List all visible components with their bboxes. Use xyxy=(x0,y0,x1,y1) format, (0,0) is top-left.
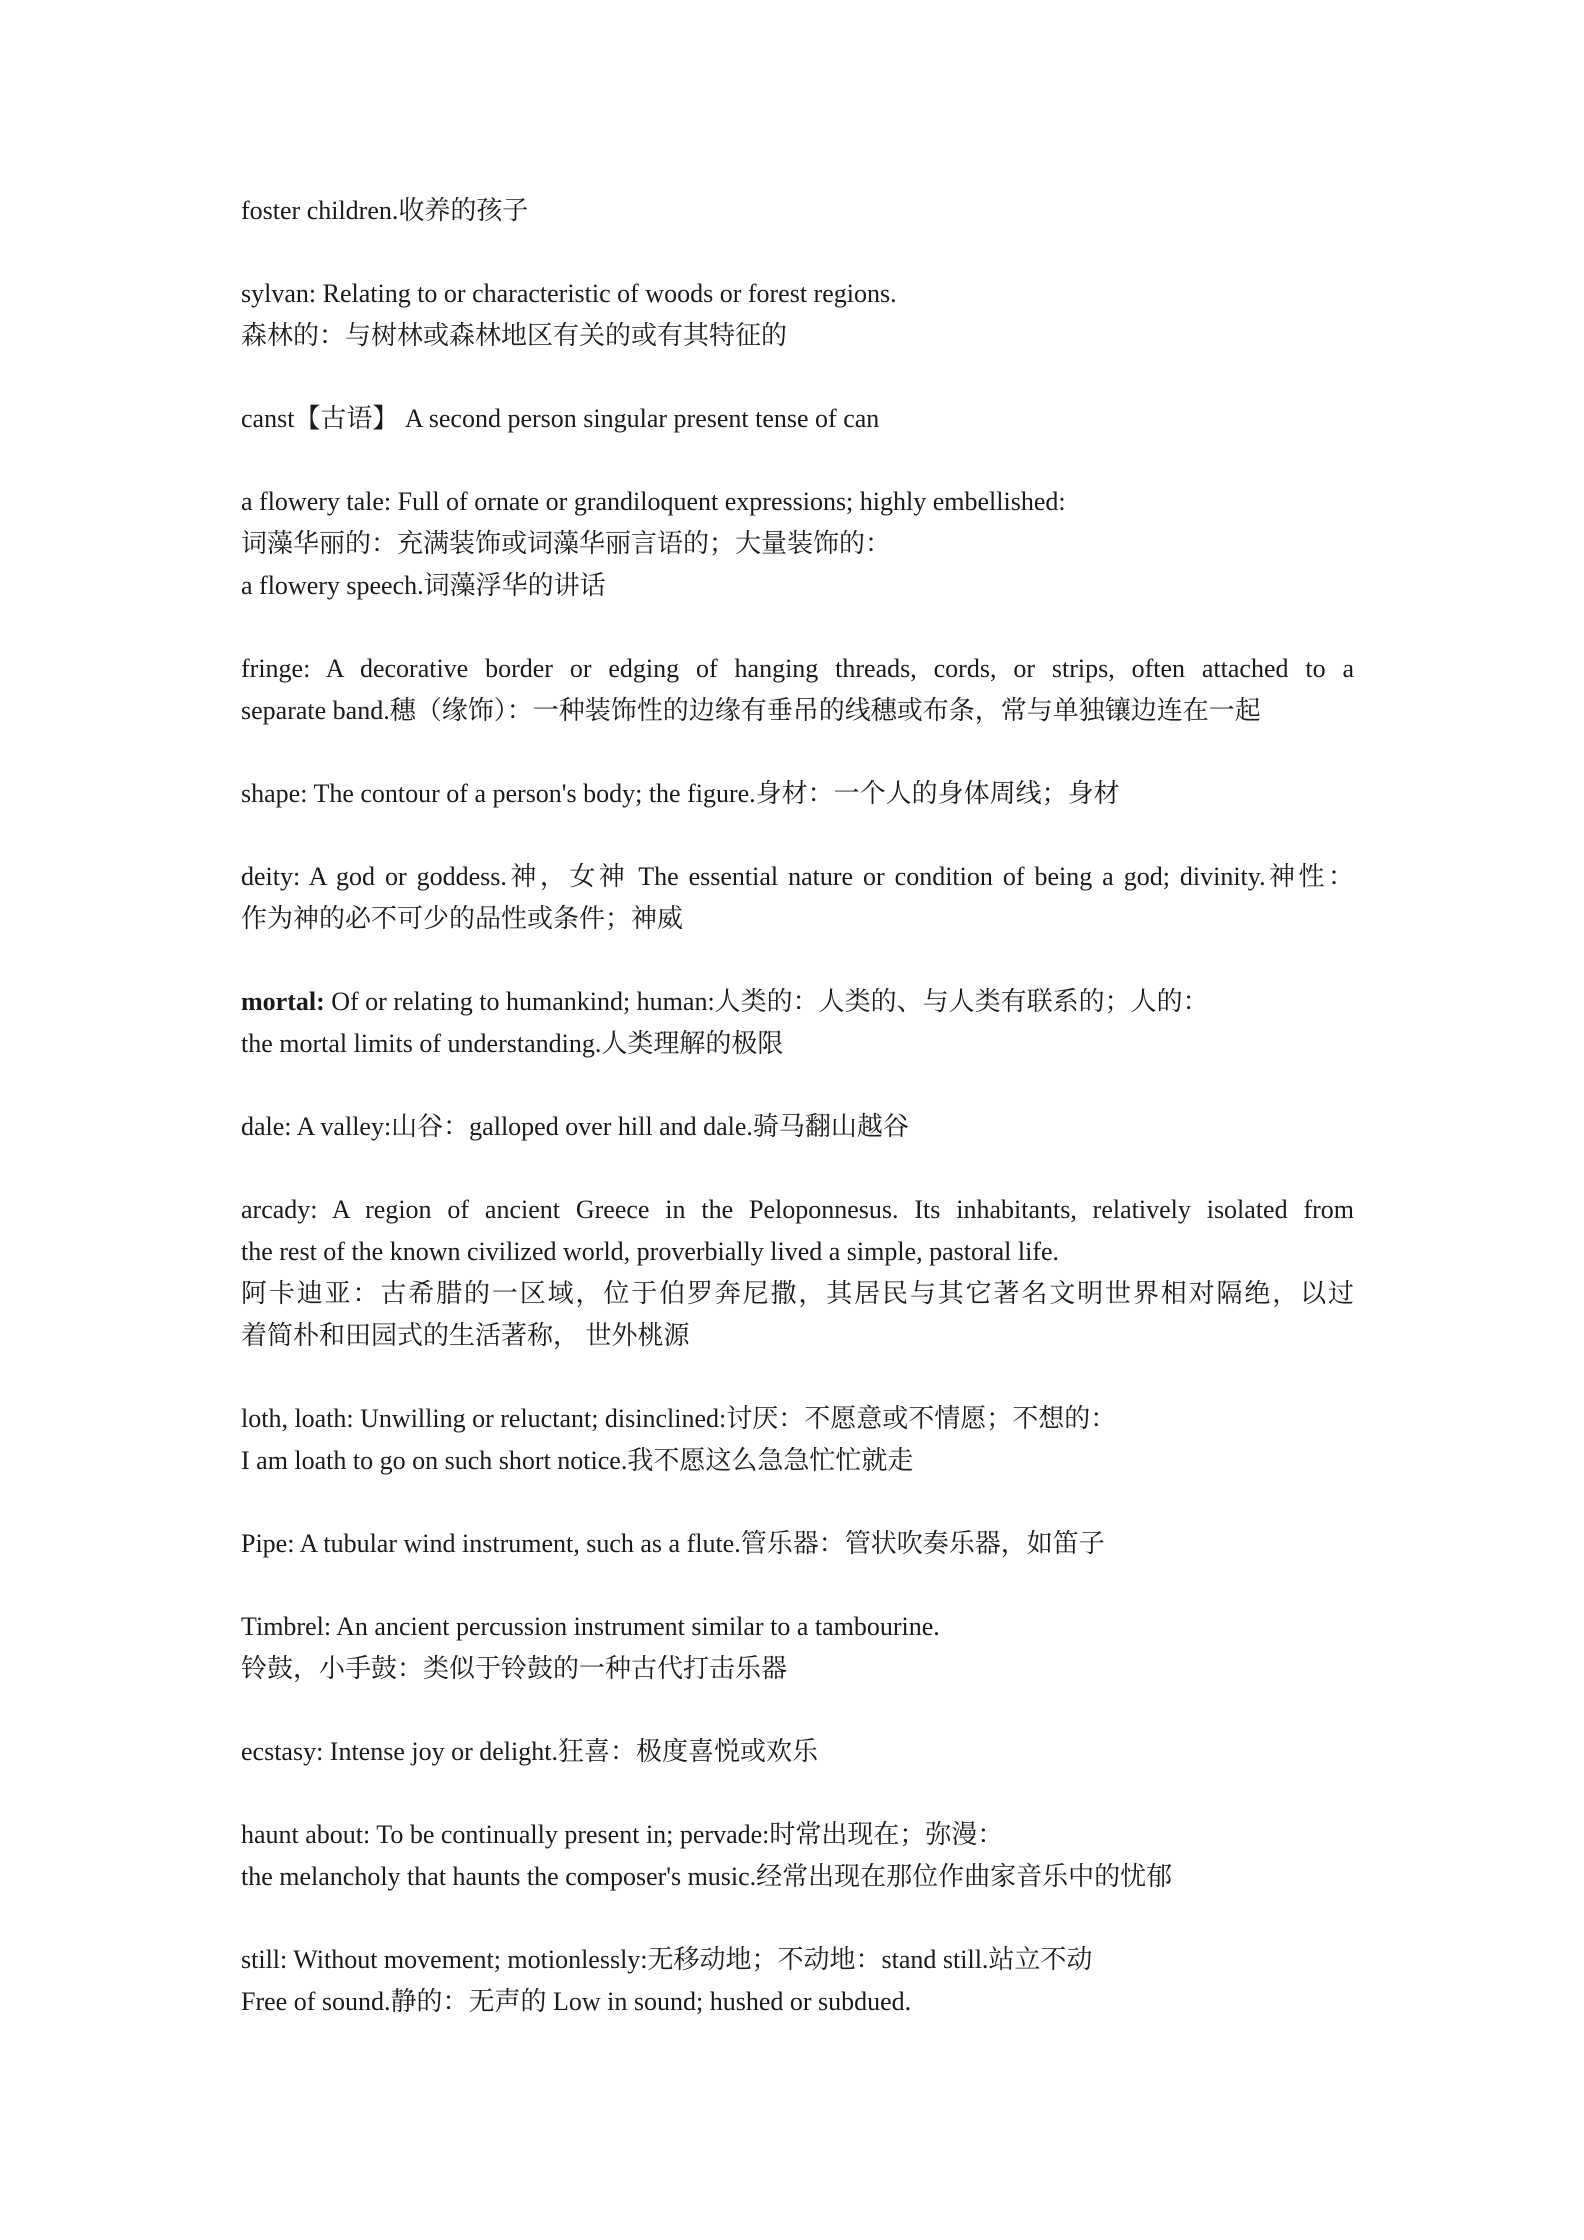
entry-line: I am loath to go on such short notice.我不愿这么急急忙忙就走 xyxy=(241,1446,914,1475)
entry-timbrel xyxy=(241,1606,1354,1690)
entry-definition: Of or relating to humankind; human:人类的：人类的、与人类有联系的；人的： xyxy=(324,987,1209,1016)
entry-line: 着简朴和田园式的生活著称， 世外桃源 xyxy=(241,1321,690,1350)
entry-line: 铃鼓，小手鼓：类似于铃鼓的一种古代打击乐器 xyxy=(241,1654,788,1683)
entry-line: fringe: A decorative border or edging of hanging threads, cords, or strips, often attached to a xyxy=(241,654,1354,683)
entry-term: mortal: xyxy=(241,987,325,1016)
glossary-body xyxy=(241,190,1354,2064)
entry-line: haunt about: To be continually present in; pervade:时常出现在；弥漫： xyxy=(241,1820,1004,1849)
entry-haunt-about xyxy=(241,1814,1354,1898)
entry-line: ecstasy: Intense joy or delight.狂喜：极度喜悦或欢乐 xyxy=(241,1737,818,1766)
entry-line: 阿卡迪亚：古希腊的一区域，位于伯罗奔尼撒，其居民与其它著名文明世界相对隔绝，以过 xyxy=(241,1279,1354,1308)
entry-foster-children xyxy=(241,190,1354,232)
entry-line: 词藻华丽的：充满装饰或词藻华丽言语的；大量装饰的： xyxy=(241,529,892,558)
entry-still xyxy=(241,1939,1354,2023)
entry-line xyxy=(241,981,1354,1023)
entry-shape xyxy=(241,773,1354,815)
entry-line: foster children.收养的孩子 xyxy=(241,196,529,225)
entry-pipe xyxy=(241,1523,1354,1565)
entry-line: the melancholy that haunts the composer's music.经常出现在那位作曲家音乐中的忧郁 xyxy=(241,1862,1173,1891)
entry-loath xyxy=(241,1398,1354,1482)
entry-line: 作为神的必不可少的品性或条件；神威 xyxy=(241,904,684,933)
entry-arcady xyxy=(241,1189,1354,1357)
entry-sylvan xyxy=(241,273,1354,357)
entry-line: Free of sound.静的：无声的 Low in sound; hushed or subdued. xyxy=(241,1987,912,2016)
entry-ecstasy xyxy=(241,1731,1354,1773)
entry-line: loth, loath: Unwilling or reluctant; disinclined:讨厌：不愿意或不情愿；不想的： xyxy=(241,1404,1117,1433)
entry-mortal xyxy=(241,981,1354,1065)
entry-canst xyxy=(241,398,1354,440)
entry-fringe xyxy=(241,648,1354,732)
entry-line: dale: A valley:山谷：galloped over hill and dale.骑马翻山越谷 xyxy=(241,1112,909,1141)
entry-line: deity: A god or goddess.神，女神 The essential nature or condition of being a god; divinity.神性： xyxy=(241,862,1354,891)
entry-flowery xyxy=(241,481,1354,607)
entry-line: Pipe: A tubular wind instrument, such as a flute.管乐器：管状吹奏乐器，如笛子 xyxy=(241,1529,1105,1558)
entry-line: Timbrel: An ancient percussion instrument similar to a tambourine. xyxy=(241,1612,940,1641)
entry-line: the rest of the known civilized world, proverbially lived a simple, pastoral life. xyxy=(241,1237,1060,1266)
entry-line: sylvan: Relating to or characteristic of woods or forest regions. xyxy=(241,279,897,308)
entry-line: shape: The contour of a person's body; the figure.身材：一个人的身体周线；身材 xyxy=(241,779,1120,808)
entry-line: the mortal limits of understanding.人类理解的极限 xyxy=(241,1029,784,1058)
entry-deity xyxy=(241,856,1354,940)
entry-line: separate band.穗（缘饰）：一种装饰性的边缘有垂吊的线穗或布条，常与单独镶边连在一起 xyxy=(241,696,1261,725)
entry-line: still: Without movement; motionlessly:无移动地；不动地：stand still.站立不动 xyxy=(241,1945,1093,1974)
entry-dale xyxy=(241,1106,1354,1148)
entry-line: a flowery tale: Full of ornate or grandiloquent expressions; highly embellished: xyxy=(241,487,1066,516)
entry-line: canst【古语】 A second person singular present tense of can xyxy=(241,404,880,433)
entry-line: 森林的：与树林或森林地区有关的或有其特征的 xyxy=(241,321,788,350)
entry-line: a flowery speech.词藻浮华的讲话 xyxy=(241,571,606,600)
entry-line: arcady: A region of ancient Greece in the Peloponnesus. Its inhabitants, relatively isolated from xyxy=(241,1195,1354,1224)
